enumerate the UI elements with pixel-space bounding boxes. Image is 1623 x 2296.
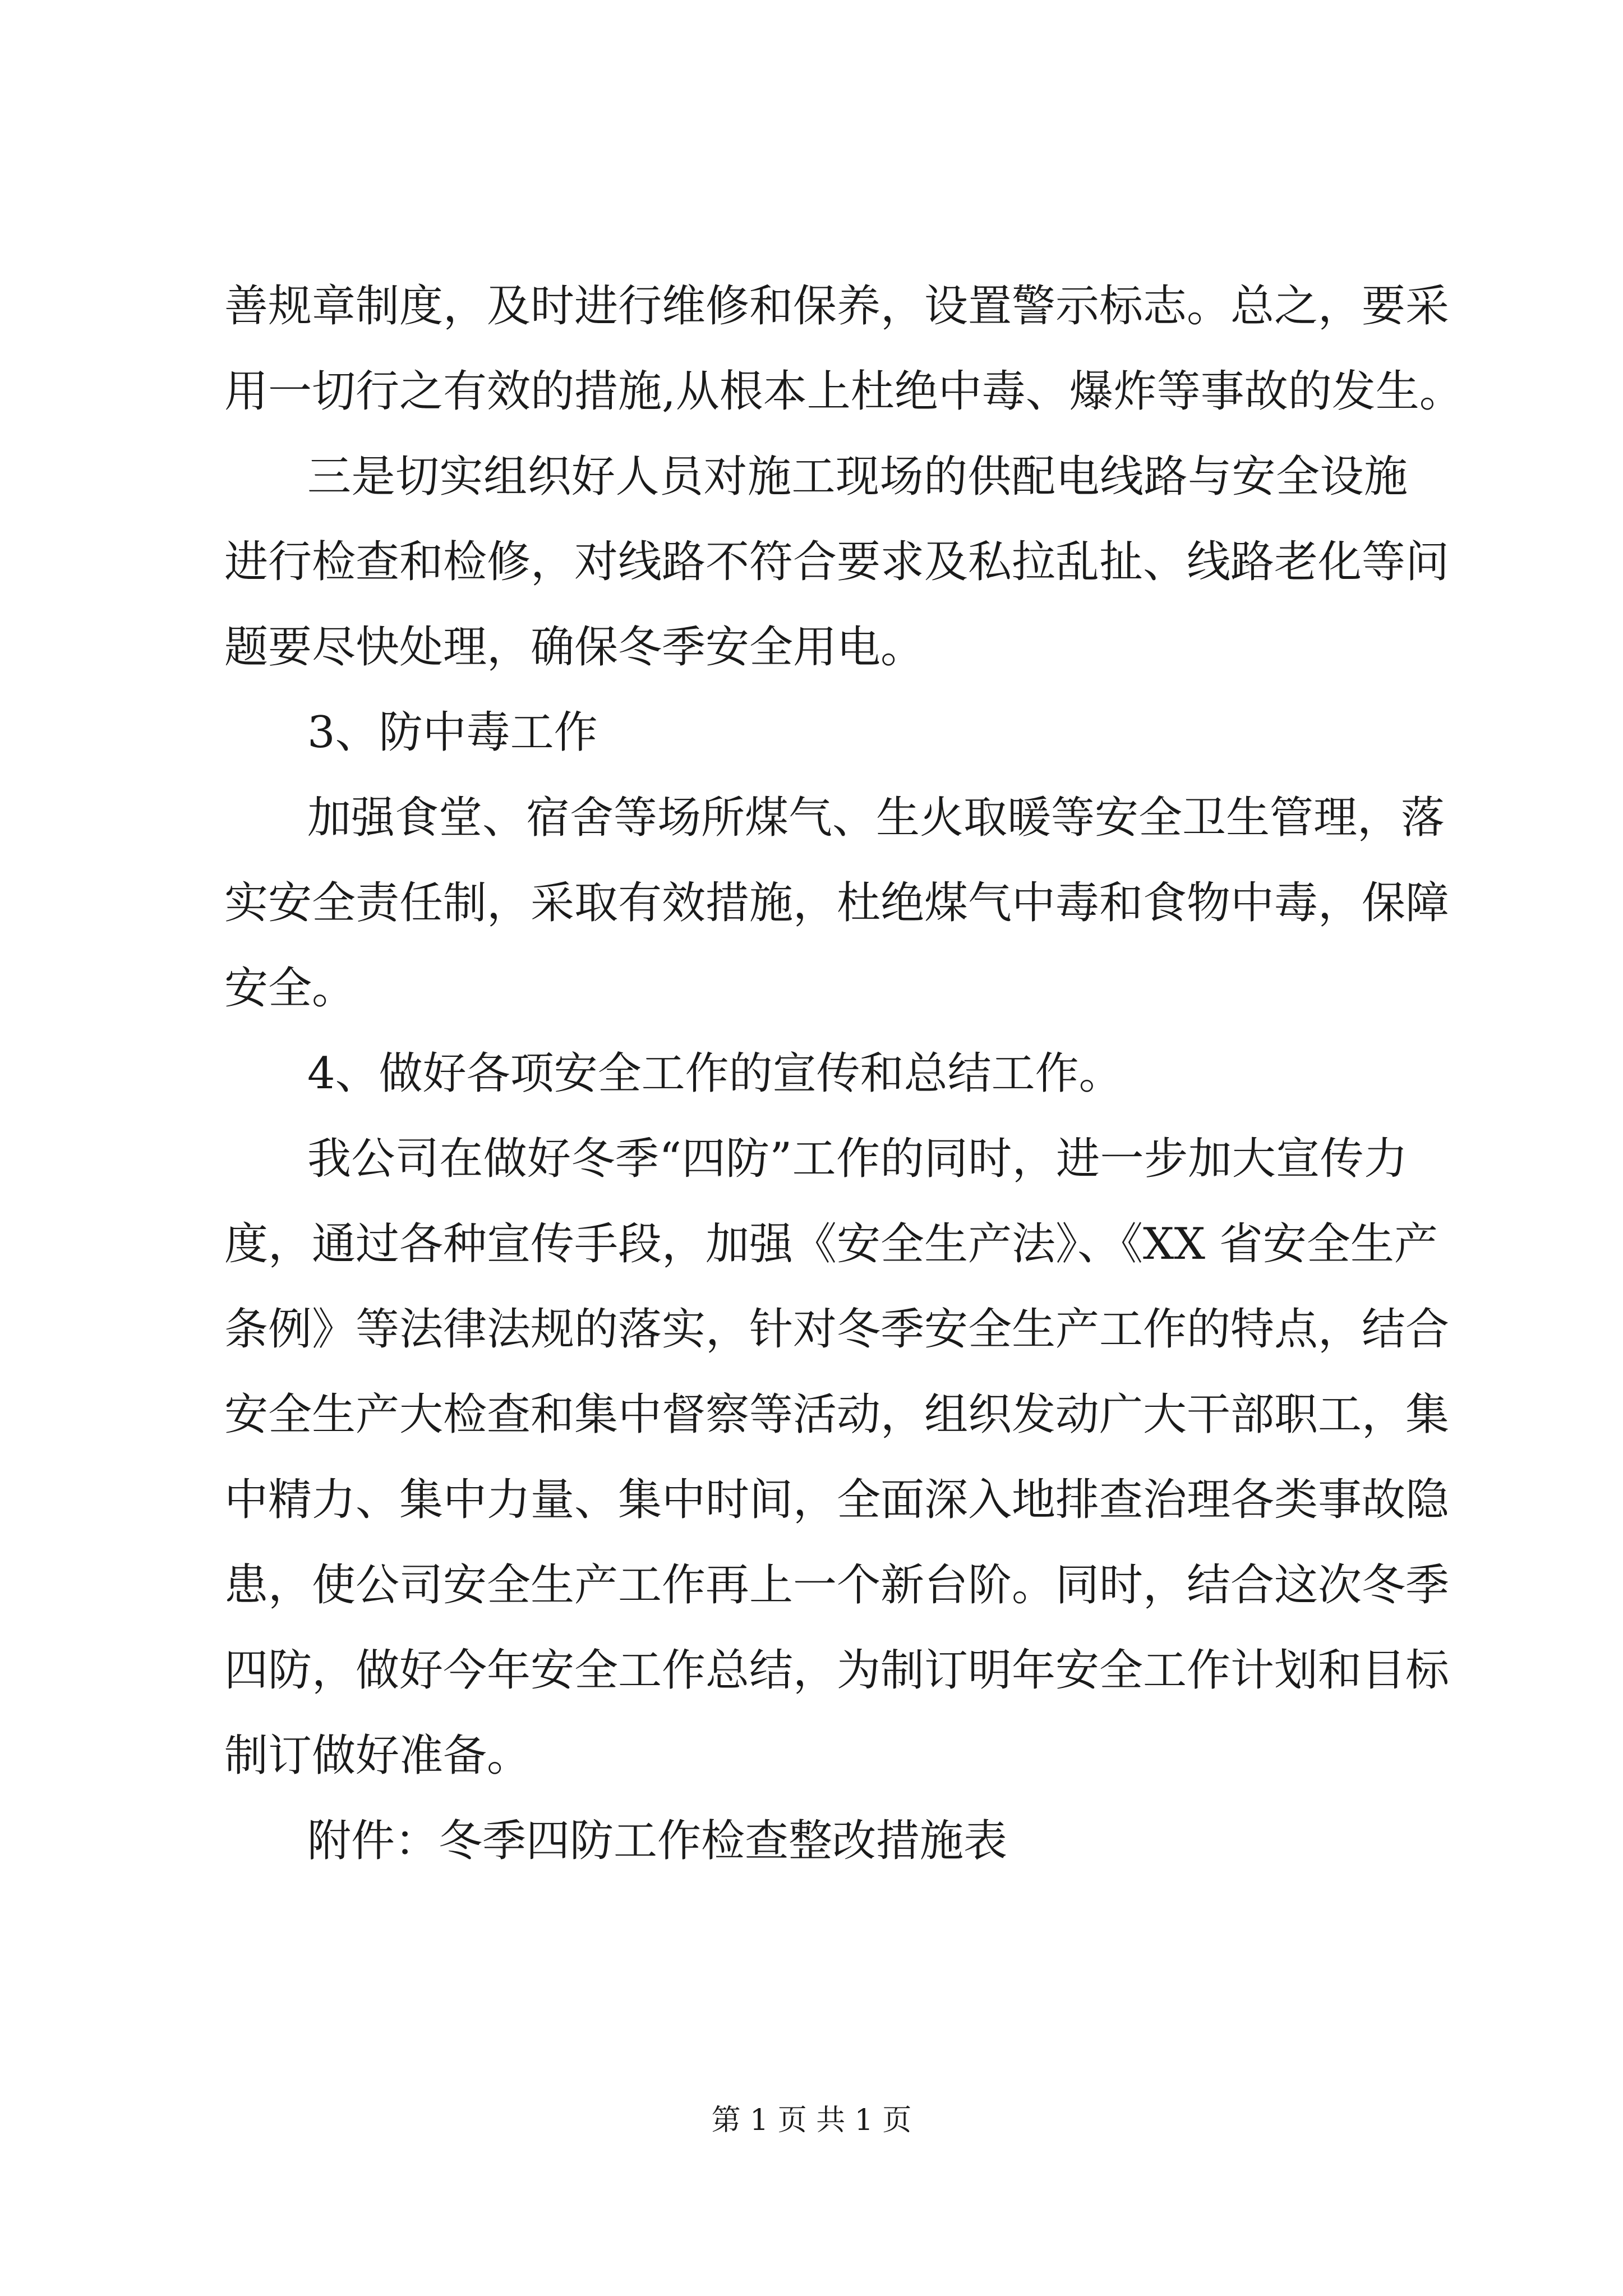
section-heading: 3、防中毒工作 — [307, 707, 598, 758]
paragraph-line: 进行检查和检修，对线路不符合要求及私拉乱扯、线路老化等问 — [224, 537, 1450, 587]
paragraph-line: 三是切实组织好人员对施工现场的供配电线路与安全设施 — [307, 452, 1408, 502]
paragraph-line: 四防，做好今年安全工作总结，为制订明年安全工作计划和目标 — [224, 1645, 1450, 1696]
paragraph-line: 中精力、集中力量、集中时间，全面深入地排查治理各类事故隐 — [224, 1475, 1450, 1525]
paragraph-line: 安全生产大检查和集中督察等活动，组织发动广大干部职工，集 — [224, 1389, 1450, 1440]
paragraph-line: 题要尽快处理，确保冬季安全用电。 — [224, 622, 925, 673]
page-footer: 第 1 页 共 1 页 — [711, 2104, 912, 2137]
document-body — [224, 264, 1463, 1884]
paragraph-line: 患，使公司安全生产工作再上一个新台阶。同时，结合这次冬季 — [224, 1560, 1450, 1611]
paragraph-line: 我公司在做好冬季“四防”工作的同时，进一步加大宣传力 — [307, 1134, 1408, 1184]
paragraph-line: 善规章制度，及时进行维修和保养，设置警示标志。总之，要采 — [224, 281, 1450, 332]
paragraph-line: 安全。 — [224, 963, 356, 1014]
paragraph-line: 实安全责任制，采取有效措施，杜绝煤气中毒和食物中毒，保障 — [224, 878, 1450, 928]
paragraph-line: 度，通过各种宣传手段，加强《安全生产法》、《XX 省安全生产 — [224, 1219, 1438, 1269]
paragraph-line: 用一切行之有效的措施,从根本上杜绝中毒、爆炸等事故的发生。 — [224, 366, 1463, 417]
attachment-line: 附件：冬季四防工作检查整改措施表 — [307, 1816, 1008, 1866]
paragraph-line: 条例》等法律法规的落实，针对冬季安全生产工作的特点，结合 — [224, 1304, 1450, 1355]
section-heading: 4、做好各项安全工作的宣传和总结工作。 — [307, 1048, 1123, 1099]
paragraph-line: 加强食堂、宿舍等场所煤气、生火取暖等安全卫生管理，落 — [307, 793, 1445, 843]
paragraph-line: 制订做好准备。 — [224, 1731, 531, 1781]
